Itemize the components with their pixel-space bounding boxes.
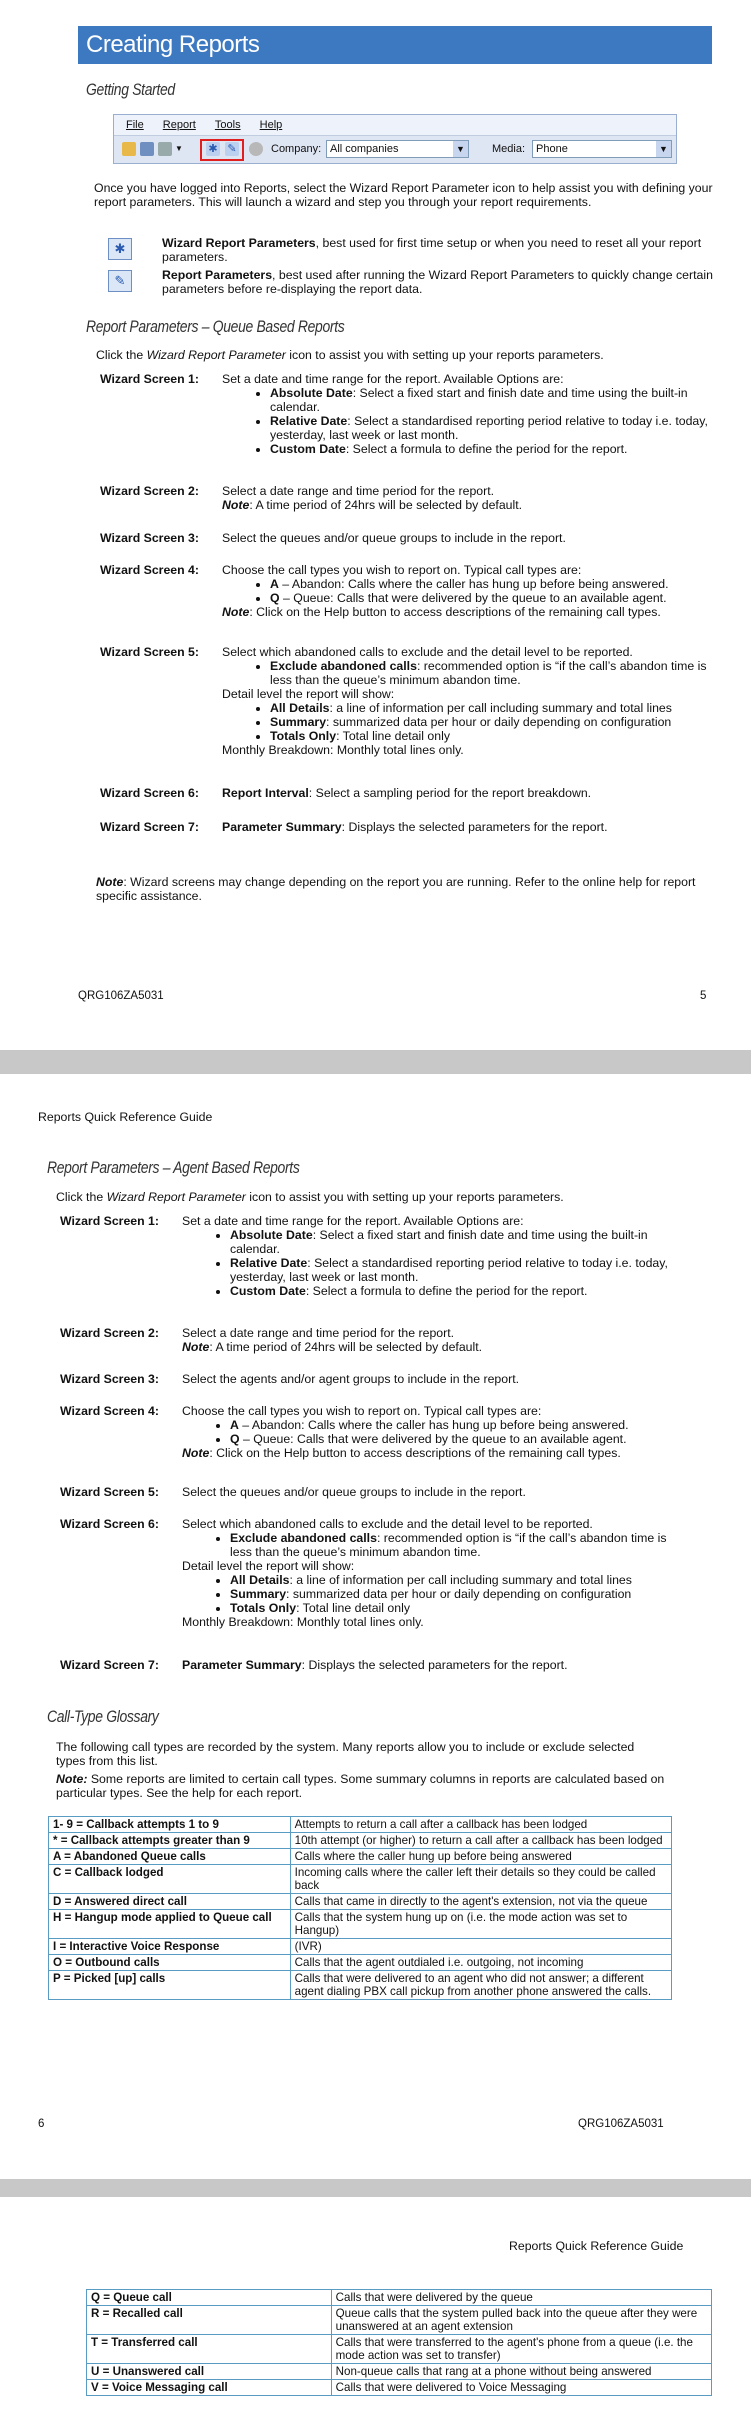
footer-doc-code: QRG106ZA5031 xyxy=(578,2118,664,2130)
wizard-screen-4-text: Choose the call types you wish to report on. Typical call types are: • A – Abandon: Calls where the caller has hung up before being answered. • Q – Queue: Calls that were delivered by the queue to an available agent. Note: Click on the Help button to access descriptions of the remaining call types. xyxy=(182,1404,682,1460)
wizard-report-parameters-icon: ✱ xyxy=(108,238,132,260)
toolbar-row xyxy=(114,136,676,164)
call-type-code: A = Abandoned Queue calls xyxy=(49,1849,291,1865)
list-item: • Custom Date: Select a formula to define the period for the report. xyxy=(270,442,722,456)
table-row xyxy=(49,1971,672,2000)
call-type-code: P = Picked [up] calls xyxy=(49,1971,291,2000)
wizard-screen-label: Wizard Screen 5: xyxy=(100,645,199,659)
call-type-description: Incoming calls where the caller left their details so they could be called back xyxy=(290,1865,671,1894)
table-row xyxy=(49,1939,672,1955)
call-type-code: C = Callback lodged xyxy=(49,1865,291,1894)
company-label: Company: xyxy=(271,143,322,155)
wizard-screen-5-text: Select the queues and/or queue groups to include in the report. xyxy=(182,1485,526,1499)
wizard-screen-7-text: Parameter Summary: Displays the selected parameters for the report. xyxy=(222,820,608,834)
call-type-description: Calls that were delivered to Voice Messaging xyxy=(331,2380,711,2396)
menu-report[interactable]: Report xyxy=(162,119,196,131)
menu-tools[interactable]: Tools xyxy=(214,119,241,131)
call-type-description: Calls that were delivered to an agent who did not answer; a different agent dialing PBX call pickup from another phone answered the calls. xyxy=(290,1971,671,2000)
report-parameters-icon[interactable]: ✎ xyxy=(225,142,239,156)
click-instruction: Click the Wizard Report Parameter icon to assist you with setting up your reports parameters. xyxy=(96,348,604,362)
wizard-screen-label: Wizard Screen 2: xyxy=(100,484,199,498)
page-banner: Creating Reports xyxy=(78,26,712,64)
call-type-code: D = Answered direct call xyxy=(49,1894,291,1910)
table-row xyxy=(49,1955,672,1971)
table-row xyxy=(87,2306,712,2335)
page-6 xyxy=(0,1074,751,2179)
wizard-screen-label: Wizard Screen 2: xyxy=(60,1326,159,1340)
wizard-screen-3-text: Select the queues and/or queue groups to include in the report. xyxy=(222,531,566,545)
call-type-code: I = Interactive Voice Response xyxy=(49,1939,291,1955)
wizard-screen-label: Wizard Screen 1: xyxy=(100,372,199,386)
page-header: Reports Quick Reference Guide xyxy=(509,2239,684,2253)
table-row xyxy=(49,1910,672,1939)
wizard-screen-label: Wizard Screen 3: xyxy=(60,1372,159,1386)
wizard-screen-1-text: Set a date and time range for the report. Available Options are: • Absolute Date: Select a fixed start and finish date and time using the built-in calendar. • Relative Date: Select a standardised reporting period relative to today i.e. today, yesterday, last week or last month. • Custom Date: Select a formula to define the period for the report. xyxy=(182,1214,682,1298)
media-select[interactable]: Phone ▼ xyxy=(532,140,672,158)
list-item: • Totals Only: Total line detail only xyxy=(270,729,722,743)
call-type-code: T = Transferred call xyxy=(87,2335,332,2364)
glossary-heading: Call-Type Glossary xyxy=(47,1707,159,1726)
glossary-table xyxy=(48,1816,672,2000)
list-item: • Totals Only: Total line detail only xyxy=(230,1601,682,1615)
table-row xyxy=(87,2380,712,2396)
call-type-description: Calls that the system hung up on (i.e. the mode action was set to Hangup) xyxy=(290,1910,671,1939)
call-type-code: R = Recalled call xyxy=(87,2306,332,2335)
chevron-down-icon: ▼ xyxy=(656,141,671,157)
table-row xyxy=(87,2290,712,2306)
call-type-description: (IVR) xyxy=(290,1939,671,1955)
menu-help[interactable]: Help xyxy=(259,119,283,131)
wizard-note: Note: Wizard screens may change depending on the report you are running. Refer to the online help for report specific assistance. xyxy=(96,875,696,903)
glossary-intro: The following call types are recorded by the system. Many reports allow you to include or exclude selected types from this list. xyxy=(56,1740,635,1768)
wizard-screen-label: Wizard Screen 1: xyxy=(60,1214,159,1228)
report-parameters-icon: ✎ xyxy=(108,270,132,292)
agent-section-heading: Report Parameters – Agent Based Reports xyxy=(47,1158,300,1177)
call-type-description: Queue calls that the system pulled back into the queue after they were unanswered at an agent extension xyxy=(331,2306,711,2335)
list-item: • A – Abandon: Calls where the caller has hung up before being answered. xyxy=(230,1418,682,1432)
wizard-screen-label: Wizard Screen 3: xyxy=(100,531,199,545)
intro-paragraph: Once you have logged into Reports, select the Wizard Report Parameter icon to help assist you with defining your report parameters. This will launch a wizard and step you through your report requirements. xyxy=(94,181,713,209)
call-type-code: H = Hangup mode applied to Queue call xyxy=(49,1910,291,1939)
page-5 xyxy=(0,0,751,1050)
call-type-code: V = Voice Messaging call xyxy=(87,2380,332,2396)
toolbar-screenshot xyxy=(113,114,677,164)
footer-page-number: 5 xyxy=(700,990,707,1002)
list-item: • A – Abandon: Calls where the caller has hung up before being answered. xyxy=(270,577,722,591)
wizard-screen-4-text: Choose the call types you wish to report on. Typical call types are: • A – Abandon: Calls where the caller has hung up before being answered. • Q – Queue: Calls that were delivered by the queue to an available agent. Note: Click on the Help button to access descriptions of the remaining call types. xyxy=(222,563,722,619)
list-item: • Exclude abandoned calls: recommended option is “if the call’s abandon time is less than the queue’s minimum abandon time. xyxy=(270,659,722,687)
call-type-description: Calls where the caller hung up before being answered xyxy=(290,1849,671,1865)
list-item: • All Details: a line of information per call including summary and total lines xyxy=(270,701,722,715)
wizard-screen-label: Wizard Screen 4: xyxy=(100,563,199,577)
wizard-screen-5-text: Select which abandoned calls to exclude and the detail level to be reported. • Exclude abandoned calls: recommended option is “if the call’s abandon time is less than the queue’s minimum abandon time. Detail level the report will show: • All Details: a line of information per call including summary and total lines • Summary: summarized data per hour or daily depending on configuration • Totals Only: Total line detail only Monthly Breakdown: Monthly total lines only. xyxy=(222,645,722,757)
list-item: • Q – Queue: Calls that were delivered by the queue to an available agent. xyxy=(270,591,722,605)
print-icon[interactable] xyxy=(158,142,172,156)
call-type-description: Attempts to return a call after a callback has been lodged xyxy=(290,1817,671,1833)
list-item: • Relative Date: Select a standardised reporting period relative to today i.e. today, yesterday, last week or last month. xyxy=(230,1256,682,1284)
footer-doc-code: QRG106ZA5031 xyxy=(78,990,164,1002)
menu-file[interactable]: File xyxy=(126,119,144,131)
getting-started-heading: Getting Started xyxy=(86,80,175,99)
call-type-description: Calls that came in directly to the agent's extension, not via the queue xyxy=(290,1894,671,1910)
wizard-screen-1-text: Set a date and time range for the report. Available Options are: • Absolute Date: Select a fixed start and finish date and time using the built-in calendar. • Relative Date: Select a standardised reporting period relative to today i.e. today, yesterday, last week or last month. • Custom Date: Select a formula to define the period for the report. xyxy=(222,372,722,456)
save-icon[interactable] xyxy=(140,142,154,156)
call-type-code: * = Callback attempts greater than 9 xyxy=(49,1833,291,1849)
icon-item-wizard: Wizard Report Parameters, best used for first time setup or when you need to reset all your report parameters. xyxy=(162,236,702,264)
page-header: Reports Quick Reference Guide xyxy=(38,1110,213,1124)
call-type-description: Calls that the agent outdialed i.e. outgoing, not incoming xyxy=(290,1955,671,1971)
wizard-screen-3-text: Select the agents and/or agent groups to include in the report. xyxy=(182,1372,520,1386)
list-item: • All Details: a line of information per call including summary and total lines xyxy=(230,1573,682,1587)
wizard-screen-2-text: Select a date range and time period for the report. Note: A time period of 24hrs will be selected by default. xyxy=(182,1326,483,1354)
wizard-screen-6-text: Report Interval: Select a sampling period for the report breakdown. xyxy=(222,786,592,800)
wizard-screen-label: Wizard Screen 7: xyxy=(100,820,199,834)
table-row xyxy=(49,1894,672,1910)
page-7 xyxy=(0,2197,751,2430)
company-select[interactable]: All companies ▼ xyxy=(326,140,469,158)
menu-bar xyxy=(114,115,676,136)
icon-item-report: Report Parameters, best used after running the Wizard Report Parameters to quickly change certain parameters before re-displaying the report data. xyxy=(162,268,713,296)
wizard-screen-label: Wizard Screen 6: xyxy=(60,1517,159,1531)
table-row xyxy=(49,1833,672,1849)
wizard-screen-2-text: Select a date range and time period for the report. Note: A time period of 24hrs will be selected by default. xyxy=(222,484,523,512)
call-type-description: 10th attempt (or higher) to return a call after a callback has been lodged xyxy=(290,1833,671,1849)
wizard-screen-label: Wizard Screen 4: xyxy=(60,1404,159,1418)
open-folder-icon[interactable] xyxy=(122,142,136,156)
print-dropdown-icon[interactable]: ▼ xyxy=(175,144,183,153)
chevron-down-icon: ▼ xyxy=(453,141,468,157)
list-item: • Relative Date: Select a standardised reporting period relative to today i.e. today, yesterday, last week or last month. xyxy=(270,414,722,442)
table-row xyxy=(49,1849,672,1865)
list-item: • Q – Queue: Calls that were delivered by the queue to an available agent. xyxy=(230,1432,682,1446)
glossary-note: Note: Some reports are limited to certain call types. Some summary columns in reports are calculated based on particular types. See the help for each report. xyxy=(56,1772,665,1800)
table-row xyxy=(49,1817,672,1833)
call-type-code: Q = Queue call xyxy=(87,2290,332,2306)
table-row xyxy=(49,1865,672,1894)
stop-icon[interactable] xyxy=(249,142,263,156)
table-row xyxy=(87,2364,712,2380)
list-item: • Custom Date: Select a formula to define the period for the report. xyxy=(230,1284,682,1298)
queue-section-heading: Report Parameters – Queue Based Reports xyxy=(86,317,345,336)
wizard-screen-label: Wizard Screen 5: xyxy=(60,1485,159,1499)
call-type-code: 1- 9 = Callback attempts 1 to 9 xyxy=(49,1817,291,1833)
list-item: • Absolute Date: Select a fixed start and finish date and time using the built-in calendar. xyxy=(230,1228,682,1256)
list-item: • Summary: summarized data per hour or daily depending on configuration xyxy=(230,1587,682,1601)
wizard-report-parameters-icon[interactable]: ✱ xyxy=(206,142,220,156)
list-item: • Absolute Date: Select a fixed start and finish date and time using the built-in calendar. xyxy=(270,386,722,414)
call-type-code: O = Outbound calls xyxy=(49,1955,291,1971)
footer-page-number: 6 xyxy=(38,2118,45,2130)
wizard-screen-label: Wizard Screen 6: xyxy=(100,786,199,800)
list-item: • Exclude abandoned calls: recommended option is “if the call’s abandon time is less than the queue’s minimum abandon time. xyxy=(230,1531,682,1559)
list-item: • Summary: summarized data per hour or daily depending on configuration xyxy=(270,715,722,729)
glossary-table-continued xyxy=(86,2289,712,2396)
wizard-screen-label: Wizard Screen 7: xyxy=(60,1658,159,1672)
wizard-screen-6-text: Select which abandoned calls to exclude and the detail level to be reported. • Exclude abandoned calls: recommended option is “if the call’s abandon time is less than the queue’s minimum abandon time. Detail level the report will show: • All Details: a line of information per call including summary and total lines • Summary: summarized data per hour or daily depending on configuration • Totals Only: Total line detail only Monthly Breakdown: Monthly total lines only. xyxy=(182,1517,682,1629)
call-type-code: U = Unanswered call xyxy=(87,2364,332,2380)
call-type-description: Non-queue calls that rang at a phone without being answered xyxy=(331,2364,711,2380)
call-type-description: Calls that were transferred to the agent's phone from a queue (i.e. the mode action was set to transfer) xyxy=(331,2335,711,2364)
call-type-description: Calls that were delivered by the queue xyxy=(331,2290,711,2306)
media-label: Media: xyxy=(492,143,526,155)
table-row xyxy=(87,2335,712,2364)
wizard-screen-7-text: Parameter Summary: Displays the selected parameters for the report. xyxy=(182,1658,568,1672)
click-instruction: Click the Wizard Report Parameter icon to assist you with setting up your reports parameters. xyxy=(56,1190,564,1204)
